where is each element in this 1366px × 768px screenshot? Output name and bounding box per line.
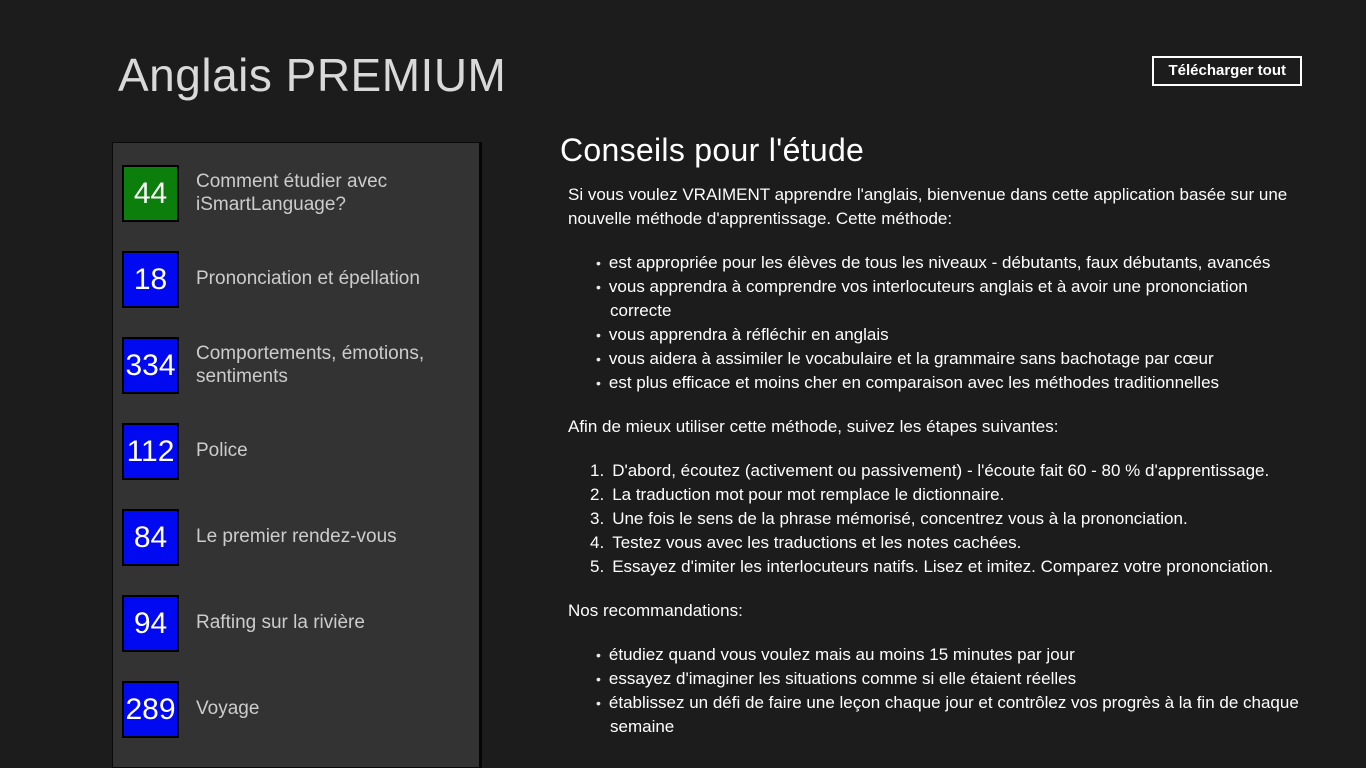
sidebar-item-lesson[interactable]: [122, 423, 479, 480]
recommendations-heading: Nos recommandations:: [568, 601, 743, 620]
lesson-label: Comportements, émotions, sentiments: [196, 343, 425, 387]
lesson-label: Prononciation et épellation: [196, 268, 420, 290]
step-text: Testez vous avec les traductions et les notes cachées.: [612, 533, 1022, 552]
sidebar-item-lesson[interactable]: [122, 251, 479, 308]
sidebar-item-lesson[interactable]: [122, 681, 479, 738]
lesson-count-badge: 84: [122, 509, 179, 566]
recommendation-bullet: • établissez un défi de faire une leçon chaque jour et contrôlez vos progrès à la fin de chaque semaine: [568, 691, 1302, 739]
steps-list: [560, 459, 1302, 579]
method-bullet: • vous aidera à assimiler le vocabulaire et la grammaire sans bachotage par cœur: [568, 347, 1302, 371]
method-bullet: • est plus efficace et moins cher en comparaison avec les méthodes traditionnelles: [568, 371, 1302, 395]
lesson-label: Police: [196, 440, 248, 462]
method-bullet-list: [560, 251, 1302, 395]
step-item: [568, 459, 1302, 483]
lesson-label: Le premier rendez-vous: [196, 526, 397, 548]
sidebar-item-lesson[interactable]: [122, 595, 479, 652]
step-text: Essayez d'imiter les interlocuteurs natifs. Lisez et imitez. Comparez votre prononciation.: [612, 557, 1274, 576]
lesson-count-badge: 18: [122, 251, 179, 308]
step-item: [568, 531, 1302, 555]
step-number: 4.: [590, 533, 605, 552]
lesson-label: Voyage: [196, 698, 260, 720]
step-number: 3.: [590, 509, 605, 528]
page-title: Anglais PREMIUM: [118, 49, 507, 101]
lesson-count-badge: 289: [122, 681, 179, 738]
steps-intro-paragraph: Afin de mieux utiliser cette méthode, suivez les étapes suivantes:: [568, 417, 1059, 436]
step-item: [568, 555, 1302, 579]
lesson-count-badge: 334: [122, 337, 179, 394]
lesson-count-badge: 112: [122, 423, 179, 480]
download-all-button[interactable]: Télécharger tout: [1152, 56, 1302, 86]
step-number: 2.: [590, 485, 605, 504]
sidebar-item-lesson[interactable]: [122, 509, 479, 566]
step-text: Une fois le sens de la phrase mémorisé, concentrez vous à la prononciation.: [612, 509, 1188, 528]
method-bullet: • vous apprendra à réfléchir en anglais: [568, 323, 1302, 347]
lesson-count-badge: 44: [122, 165, 179, 222]
step-number: 1.: [590, 461, 605, 480]
recommendations-list: [560, 643, 1302, 739]
lesson-sidebar: [112, 142, 482, 768]
step-number: 5.: [590, 557, 605, 576]
lesson-count-badge: 94: [122, 595, 179, 652]
sidebar-item-lesson[interactable]: [122, 165, 479, 222]
sidebar-item-lesson[interactable]: [122, 337, 479, 394]
intro-paragraph: Si vous voulez VRAIMENT apprendre l'anglais, bienvenue dans cette application basée sur une nouvelle méthode d'apprentissage. Cette méthode:: [568, 185, 1288, 228]
step-item: [568, 483, 1302, 507]
recommendation-bullet: • essayez d'imaginer les situations comme si elle étaient réelles: [568, 667, 1302, 691]
content-heading: Conseils pour l'étude: [560, 132, 865, 168]
study-advice-panel: [560, 132, 1302, 739]
method-bullet: • est appropriée pour les élèves de tous les niveaux - débutants, faux débutants, avancés: [568, 251, 1302, 275]
recommendation-bullet: • étudiez quand vous voulez mais au moins 15 minutes par jour: [568, 643, 1302, 667]
lesson-label: Comment étudier avec iSmartLanguage?: [196, 171, 388, 215]
step-item: [568, 507, 1302, 531]
step-text: D'abord, écoutez (activement ou passivement) - l'écoute fait 60 - 80 % d'apprentissage.: [612, 461, 1270, 480]
lesson-label: Rafting sur la rivière: [196, 612, 365, 634]
step-text: La traduction mot pour mot remplace le dictionnaire.: [612, 485, 1005, 504]
method-bullet: • vous apprendra à comprendre vos interlocuteurs anglais et à avoir une prononciation correcte: [568, 275, 1302, 323]
